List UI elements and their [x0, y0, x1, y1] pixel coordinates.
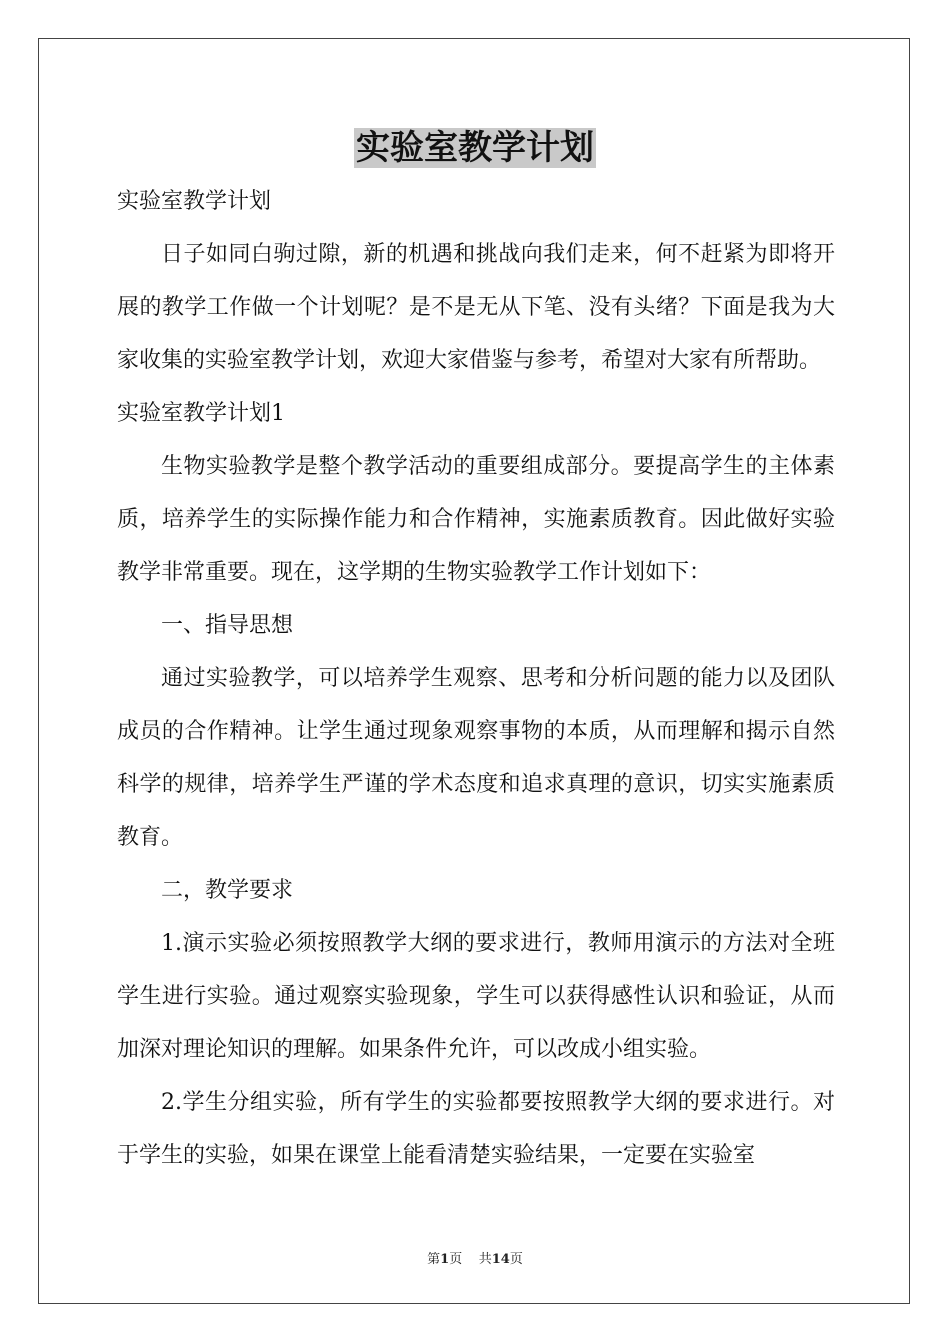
body-paragraph-4: 2.学生分组实验，所有学生的实验都要按照教学大纲的要求进行。对于学生的实验，如果在课堂上能看清楚实验结果，一定要在实验室 [117, 1090, 835, 1168]
document-title [0, 126, 950, 170]
heading-teaching-requirements: 二，教学要求 [161, 878, 294, 903]
intro-paragraph: 日子如同白驹过隙，新的机遇和挑战向我们走来，何不赶紧为即将开展的教学工作做一个计划呢？是不是无从下笔、没有头绪？下面是我为大家收集的实验室教学计划，欢迎大家借鉴与参考，希望对大家有所帮助。 [117, 242, 835, 373]
page-total: 14 [491, 1252, 510, 1267]
total-prefix: 共 [478, 1252, 492, 1267]
document-body [117, 175, 835, 1182]
total-suffix: 页 [509, 1252, 523, 1267]
page-current: 1 [440, 1252, 450, 1267]
heading-guiding-ideology: 一、指导思想 [161, 613, 294, 638]
page-suffix: 页 [449, 1252, 463, 1267]
section-title: 实验室教学计划1 [117, 401, 285, 426]
body-paragraph-2: 通过实验教学，可以培养学生观察、思考和分析问题的能力以及团队成员的合作精神。让学生通过现象观察事物的本质，从而理解和揭示自然科学的规律，培养学生严谨的学术态度和追求真理的意识，切实实施素质教育。 [117, 666, 835, 850]
body-paragraph-1: 生物实验教学是整个教学活动的重要组成部分。要提高学生的主体素质，培养学生的实际操作能力和合作精神，实施素质教育。因此做好实验教学非常重要。现在，这学期的生物实验教学工作计划如下： [117, 454, 835, 585]
document-subtitle: 实验室教学计划 [117, 189, 272, 214]
document-title-text: 实验室教学计划 [356, 128, 594, 168]
page-footer [0, 1248, 950, 1267]
body-paragraph-3: 1.演示实验必须按照教学大纲的要求进行，教师用演示的方法对全班学生进行实验。通过观察实验现象，学生可以获得感性认识和验证，从而加深对理论知识的理解。如果条件允许，可以改成小组实验。 [117, 931, 835, 1062]
page-prefix: 第 [427, 1252, 441, 1267]
